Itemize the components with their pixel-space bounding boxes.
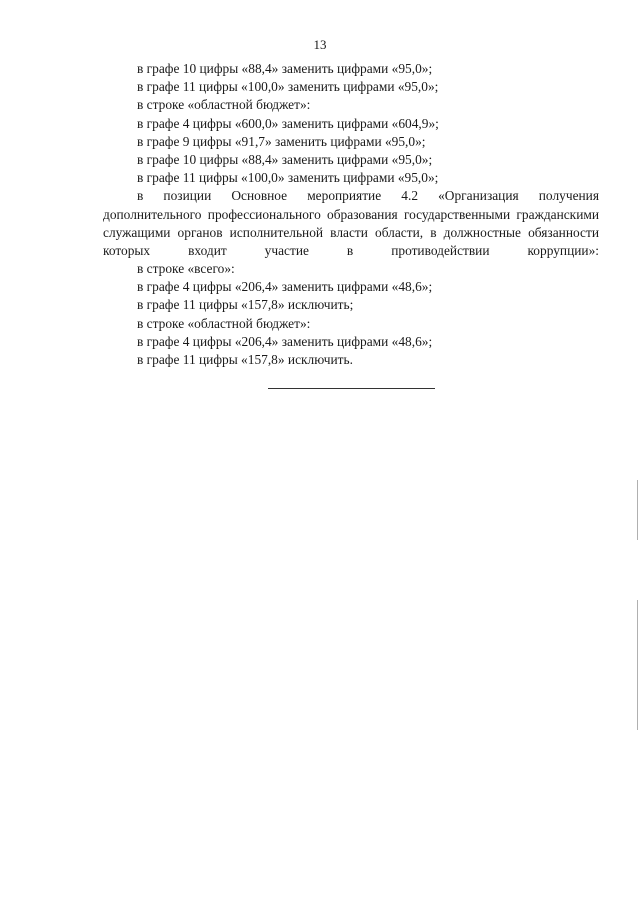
text-line: в графе 11 цифры «100,0» заменить цифрами «95,0»; bbox=[137, 79, 439, 95]
paragraph-wrapper bbox=[103, 187, 599, 260]
text-line: в графе 4 цифры «206,4» заменить цифрами «48,6»; bbox=[137, 333, 433, 349]
document-body bbox=[103, 60, 599, 369]
text-line: в графе 9 цифры «91,7» заменить цифрами «95,0»; bbox=[137, 133, 426, 149]
scan-edge-mark bbox=[637, 480, 638, 540]
scan-edge-mark bbox=[637, 600, 638, 730]
text-line: в строке «областной бюджет»: bbox=[137, 97, 311, 113]
text-line: в графе 4 цифры «600,0» заменить цифрами «604,9»; bbox=[137, 115, 439, 131]
main-paragraph: в позиции Основное мероприятие 4.2 «Организация получения дополнительного профессионального образования государственными гражданскими служащими органов исполнительной власти области, в должностные обязанности которых входит участие в противодействии коррупции»: bbox=[103, 188, 599, 258]
text-line: в строке «всего»: bbox=[137, 261, 235, 277]
text-line: в графе 11 цифры «157,8» исключить. bbox=[137, 352, 353, 368]
text-line: в графе 10 цифры «88,4» заменить цифрами «95,0»; bbox=[137, 151, 433, 167]
text-line: в графе 10 цифры «88,4» заменить цифрами «95,0»; bbox=[137, 61, 433, 76]
page-number: 13 bbox=[313, 37, 327, 52]
text-line: в строке «областной бюджет»: bbox=[137, 315, 311, 331]
text-line: в графе 4 цифры «206,4» заменить цифрами «48,6»; bbox=[137, 279, 433, 295]
end-separator-line bbox=[268, 388, 435, 389]
text-line: в графе 11 цифры «100,0» заменить цифрами «95,0»; bbox=[137, 170, 439, 186]
text-line: в графе 11 цифры «157,8» исключить; bbox=[137, 297, 354, 313]
